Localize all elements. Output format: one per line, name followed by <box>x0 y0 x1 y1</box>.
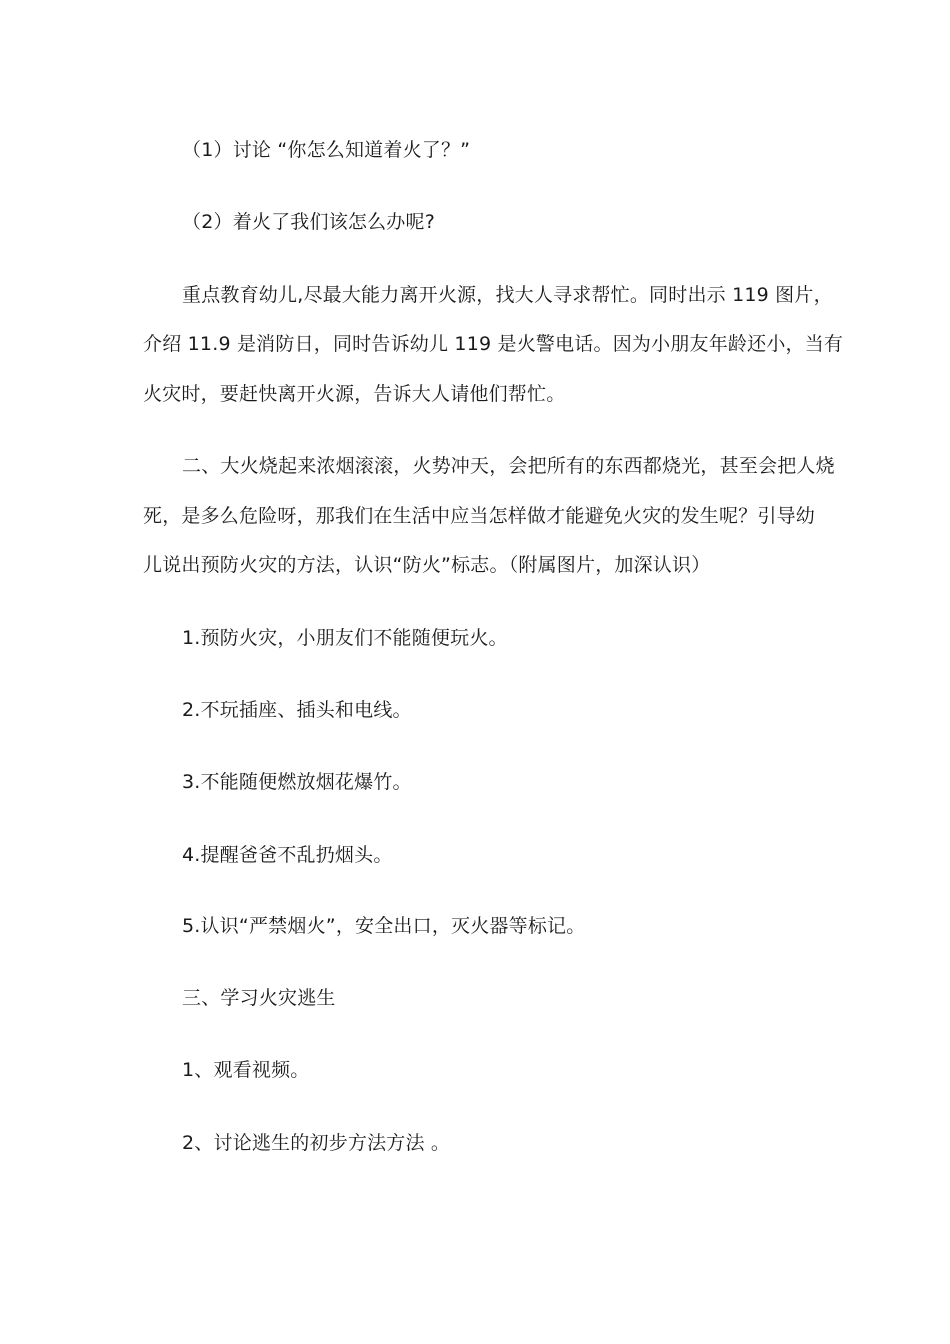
list-item: 1、观看视频。 <box>182 1059 310 1081</box>
discussion-item-1: （1）讨论 “你怎么知道着火了？” <box>182 139 471 161</box>
section-two-line: 儿说出预防火灾的方法，认识“防火”标志。（附属图片，加深认识） <box>143 554 711 576</box>
section-two-line: 死，是多么危险呀，那我们在生活中应当怎样做才能避免火灾的发生呢？引导幼 <box>143 505 816 527</box>
list-item: 2、讨论逃生的初步方法方法 。 <box>182 1132 451 1154</box>
paragraph-line: 重点教育幼儿,尽最大能力离开火源，找大人寻求帮忙。同时出示 119 图片， <box>182 284 833 306</box>
paragraph-line: 介绍 11.9 是消防日，同时告诉幼儿 119 是火警电话。因为小朋友年龄还小，当有 <box>143 333 844 355</box>
list-item: 3.不能随便燃放烟花爆竹。 <box>182 771 412 793</box>
list-item: 2.不玩插座、插头和电线。 <box>182 699 412 721</box>
list-item: 5.认识“严禁烟火”，安全出口，灭火器等标记。 <box>182 915 586 937</box>
paragraph-line: 火灾时，要赶快离开火源，告诉大人请他们帮忙。 <box>143 383 566 405</box>
section-two-line: 二、大火烧起来浓烟滚滚，火势冲天，会把所有的东西都烧光，甚至会把人烧 <box>182 455 835 477</box>
discussion-item-2: （2）着火了我们该怎么办呢? <box>182 211 435 233</box>
section-heading: 三、学习火灾逃生 <box>182 987 336 1009</box>
list-item: 4.提醒爸爸不乱扔烟头。 <box>182 844 393 866</box>
list-item: 1.预防火灾，小朋友们不能随便玩火。 <box>182 627 508 649</box>
